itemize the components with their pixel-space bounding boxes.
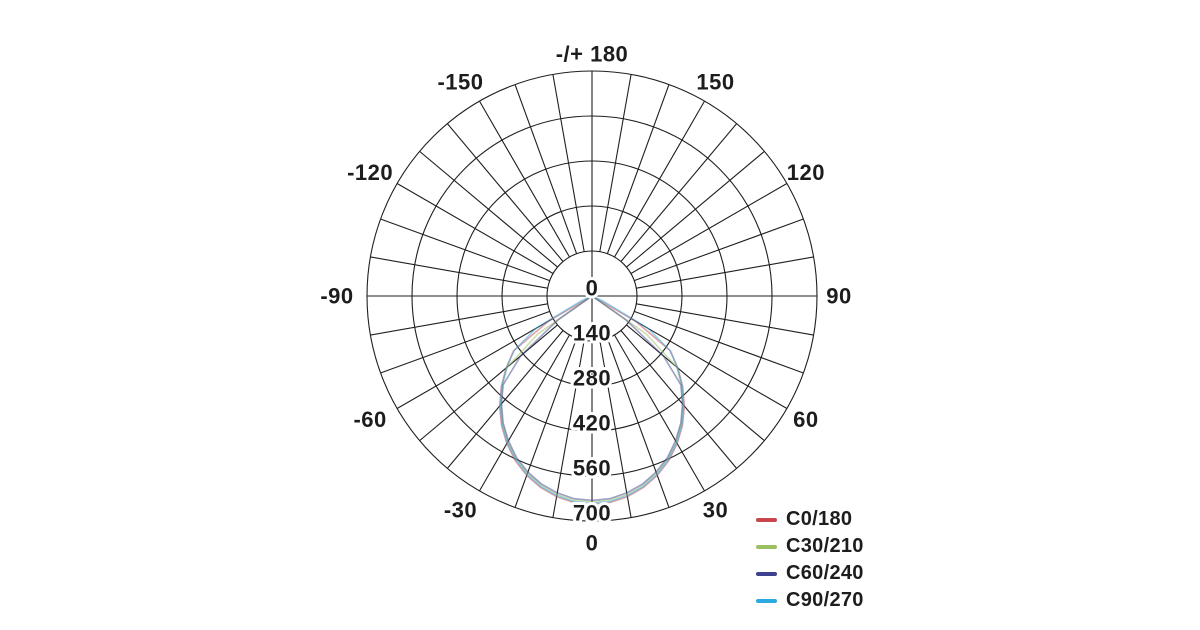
grid-spoke: [480, 101, 570, 257]
grid-spoke: [626, 325, 764, 441]
legend-dash-icon: [756, 545, 777, 549]
grid-spoke: [447, 330, 563, 468]
legend-dash-icon: [756, 518, 777, 522]
grid-spoke: [631, 319, 787, 409]
angle-label: 60: [793, 407, 819, 432]
angle-label: -/+ 180: [555, 41, 629, 67]
legend-dash-icon: [756, 572, 777, 576]
grid-spoke: [621, 124, 737, 262]
legend-item-c30-210: [756, 535, 864, 558]
grid-spoke: [607, 338, 669, 507]
radial-tick-label: 420: [572, 410, 612, 436]
grid-spoke: [515, 85, 577, 254]
grid-spoke: [631, 184, 787, 274]
grid-spoke: [447, 124, 563, 262]
grid-spoke: [636, 304, 813, 335]
radial-tick-label: 560: [572, 455, 612, 481]
angle-label: -150: [437, 69, 484, 95]
grid-spoke: [420, 151, 558, 267]
angle-label: -90: [320, 283, 354, 309]
legend-item-label: C90/270: [786, 589, 864, 611]
angle-label: 30: [702, 497, 729, 523]
grid-spoke: [397, 184, 553, 274]
grid-spoke: [370, 257, 547, 288]
grid-spoke: [615, 101, 705, 257]
grid-spoke: [607, 85, 669, 254]
grid-spoke: [553, 74, 584, 251]
angle-label: 0: [585, 530, 599, 556]
radial-tick-label: 280: [572, 365, 612, 391]
grid-spoke: [370, 304, 547, 335]
grid-spoke: [634, 219, 803, 281]
grid-spoke: [600, 74, 631, 251]
angle-label: -120: [347, 160, 394, 185]
angle-label: 90: [826, 283, 852, 309]
legend-item-c90-270: [756, 589, 864, 612]
radial-tick-label: 0: [585, 275, 599, 301]
grid-spoke: [397, 319, 553, 409]
angle-label: -60: [353, 407, 387, 432]
legend-item-label: C60/240: [786, 562, 864, 584]
grid-spoke: [515, 338, 577, 507]
grid-spoke: [626, 151, 764, 267]
legend: [756, 508, 864, 612]
legend-item-label: C0/180: [786, 508, 853, 530]
radial-tick-label: 140: [572, 320, 612, 346]
grid-spoke: [621, 330, 737, 468]
grid-spoke: [636, 257, 813, 288]
legend-item-c60-240: [756, 562, 864, 585]
legend-item-c0-180: [756, 508, 864, 531]
legend-item-label: C30/210: [786, 535, 864, 557]
angle-label: 150: [696, 69, 735, 95]
grid-spoke: [381, 219, 550, 281]
radial-tick-label: 700: [572, 500, 612, 526]
angle-label: -30: [443, 497, 478, 523]
legend-dash-icon: [756, 599, 777, 603]
grid-spoke: [420, 325, 558, 441]
angle-label: 120: [786, 160, 826, 185]
